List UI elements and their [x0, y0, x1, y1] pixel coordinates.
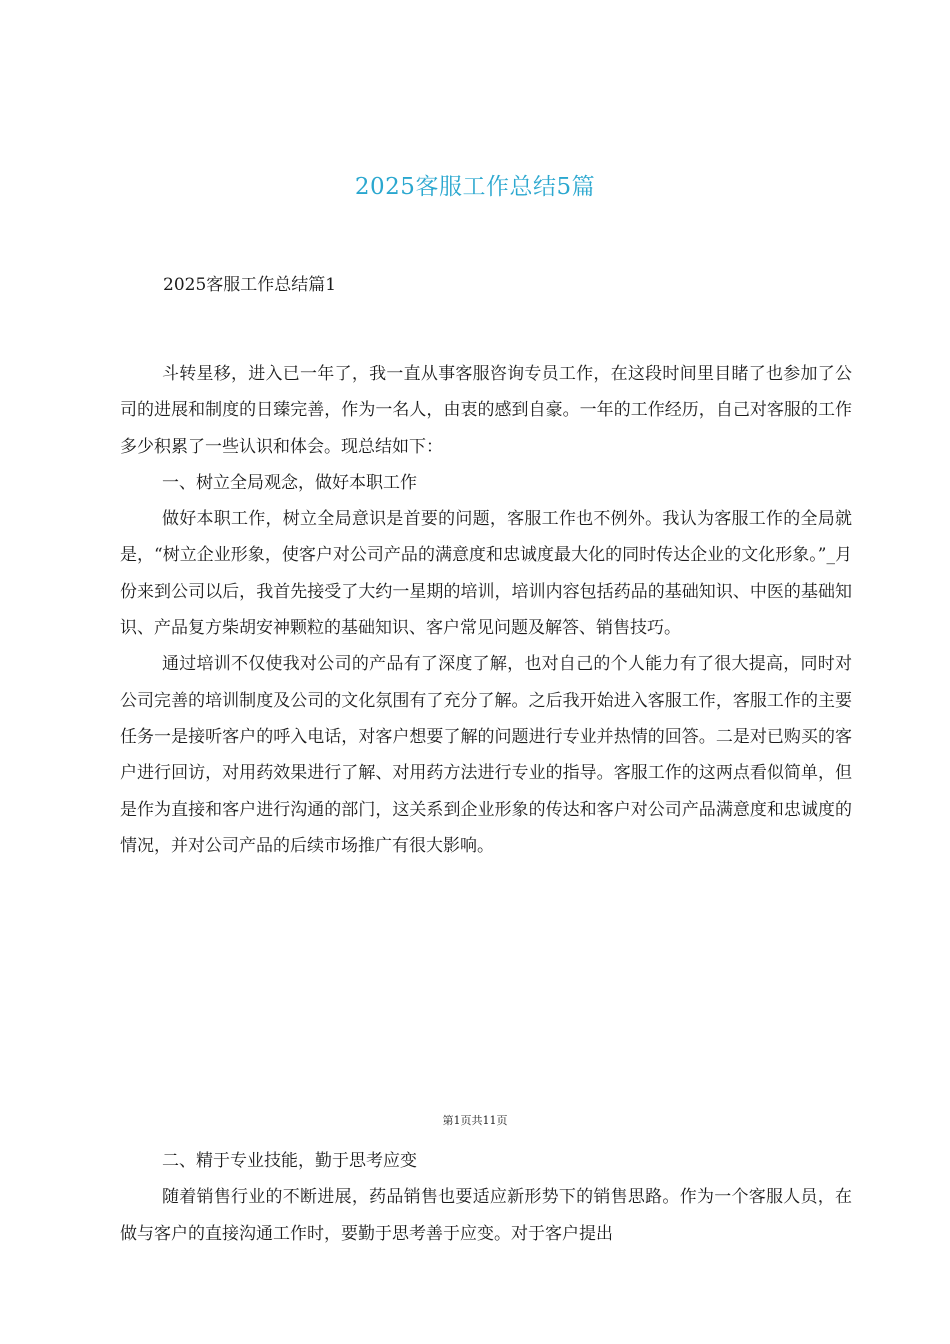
heading-two: 二、精于专业技能，勤于思考应变: [162, 1151, 417, 1171]
paragraph-training: 通过培训不仅使我对公司的产品有了深度了解，也对自己的个人能力有了很大提高，同时对公司完善的培训制度及公司的文化氛围有了充分了解。之后我开始进入客服工作，客服工作的主要任务一是接听客户的呼入电话，对客户想要了解的问题进行专业并热情的回答。二是对已购买的客户进行回访，对用药效果进行了解、对用药方法进行专业的指导。客服工作的这两点看似简单，但是作为直接和客户进行沟通的部门，这关系到企业形象的传达和客户对公司产品满意度和忠诚度的情况，并对公司产品的后续市场推广有很大影响。: [120, 654, 852, 856]
paragraph-intro: 斗转星移，进入已一年了，我一直从事客服咨询专员工作，在这段时间里目睹了也参加了公司的进展和制度的日臻完善，作为一名人，由衷的感到自豪。一年的工作经历，自己对客服的工作多少积累了一些认识和体会。现总结如下：: [120, 364, 852, 457]
section-title: 2025客服工作总结篇1: [163, 275, 337, 295]
heading-one: 一、树立全局观念，做好本职工作: [162, 472, 417, 493]
body-text-block-1: [120, 356, 852, 864]
paragraph-global-view: 做好本职工作，树立全局意识是首要的问题，客服工作也不例外。我认为客服工作的全局就是，“树立企业形象，使客户对公司产品的满意度和忠诚度最大化的同时传达企业的文化形象。”_月份来到公司以后，我首先接受了大约一星期的培训，培训内容包括药品的基础知识、中医的基础知识、产品复方柴胡安神颗粒的基础知识、客户常见问题及解答、销售技巧。: [120, 509, 852, 639]
body-text-block-2: [120, 1143, 852, 1252]
page-title: 2025客服工作总结5篇: [354, 174, 596, 200]
page-footer: 第1页共11页: [442, 1114, 508, 1127]
paragraph-sales: 随着销售行业的不断进展，药品销售也要适应新形势下的销售思路。作为一个客服人员，在做与客户的直接沟通工作时，要勤于思考善于应变。对于客户提出: [120, 1187, 852, 1244]
